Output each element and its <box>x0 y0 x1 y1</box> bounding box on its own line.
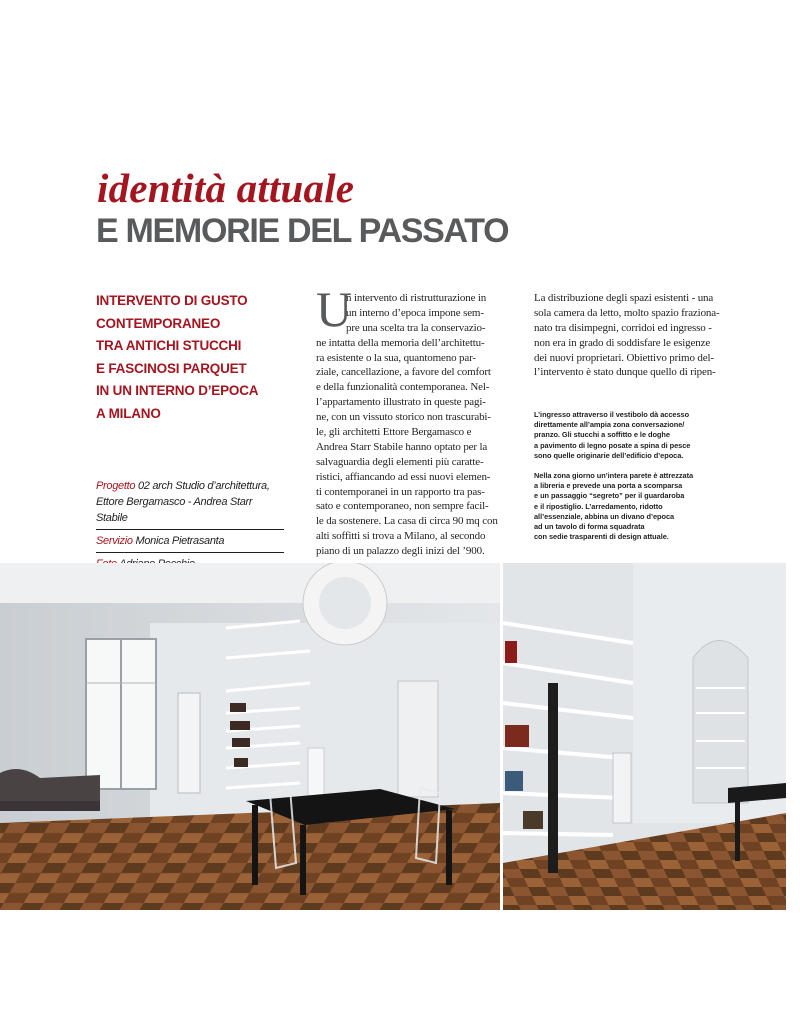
body-line: alti soffitti si trova a Milano, al secondo <box>316 530 486 543</box>
caption-line: Nella zona giorno un’intera parete è attrezzata <box>534 471 694 481</box>
body-line: n intervento di ristrutturazione in <box>346 292 487 304</box>
body-line: sato e contemporaneo, non sempre facil- <box>316 500 489 513</box>
caption-line: ad un tavolo di forma squadrata <box>534 522 645 532</box>
body-line: non era in grado di soddisfare le esigenze <box>534 336 711 349</box>
body-line: le, gli architetti Ettore Bergamasco e <box>316 426 472 439</box>
photo-living-room <box>0 563 500 910</box>
credit-project <box>96 478 284 529</box>
lead-line: CONTEMPORANEO <box>96 315 221 331</box>
body-line: pre una scelta tra la conservazio- <box>346 321 486 334</box>
body-line: sola camera da letto, molto spazio fraziona- <box>534 306 720 319</box>
lead-line: E FASCINOSI PARQUET <box>96 360 247 376</box>
credit-project-label: Progetto <box>96 480 136 492</box>
credit-divider <box>96 552 284 553</box>
caption-line: e un passaggio “segreto” per il guardaroba <box>534 491 685 501</box>
photo-bookcase <box>503 563 786 910</box>
caption-line: sono quelle originarie dell’edificio d’epoca. <box>534 450 684 460</box>
body-line: le da sostenere. La casa di circa 90 mq con <box>316 515 498 528</box>
body-line: La distribuzione degli spazi esistenti - una <box>534 292 714 304</box>
body-column-1 <box>316 291 505 559</box>
body-line: piano di un palazzo degli inizi del ’900. <box>316 545 485 558</box>
body-line: dei nuovi proprietari. Obiettivo primo del- <box>534 351 714 364</box>
bookcase-illustration <box>503 563 786 910</box>
caption-line: a libreria e prevede una porta a scomparsa <box>534 481 683 491</box>
photo-captions <box>534 410 734 542</box>
caption-line: a pavimento di legno posate a spina di pesce <box>534 440 691 450</box>
headline-caps: E MEMORIE DEL PASSATO <box>96 212 509 250</box>
lead-line: INTERVENTO DI GUSTO <box>96 293 248 308</box>
caption-line: L’ingresso attraverso il vestibolo dà accesso <box>534 410 690 419</box>
credit-service-label: Servizio <box>96 535 133 547</box>
living-room-illustration <box>0 563 500 910</box>
body-line: l’intervento è stato dunque quello di ripen- <box>534 366 716 379</box>
body-line: ristici, affiancando ad essi nuovi elemen- <box>316 470 491 483</box>
body-line: ne intatta della memoria dell’architettu- <box>316 336 485 349</box>
lead-paragraph <box>96 290 286 425</box>
lead-line: A MILANO <box>96 405 161 421</box>
headline-italic: identità attuale <box>97 165 355 211</box>
body-line: un interno d’epoca impone sem- <box>346 306 484 319</box>
lead-line: IN UN INTERNO D’EPOCA <box>96 383 259 398</box>
body-line: nato tra disimpegni, corridoi ed ingresso - <box>534 321 712 334</box>
caption-spacer <box>534 461 734 471</box>
caption-line: con sedie trasparenti di design attuale. <box>534 532 669 542</box>
credit-project-value: 02 arch Studio d’architettura, <box>135 480 270 492</box>
caption-entrance <box>534 410 734 461</box>
caption-line: direttamente all’ampia zona conversazione/ <box>534 420 685 430</box>
body-line: ti contemporanei in un rapporto tra pas- <box>316 485 485 498</box>
body-line: Andrea Starr Stabile hanno optato per la <box>316 440 488 453</box>
caption-living <box>534 471 734 542</box>
caption-line: all’essenziale, abbina un divano d’epoca <box>534 511 675 521</box>
body-line: ziale, cancellazione, a favore del comfort <box>316 366 491 379</box>
credit-service <box>96 533 284 552</box>
body-line: l’appartamento illustrato in queste pagi- <box>316 396 486 409</box>
credit-divider <box>96 529 284 530</box>
body-line: ne, con un vissuto storico non trascurabi- <box>316 411 491 424</box>
caption-line: e il ripostiglio. L’arredamento, ridotto <box>534 501 663 511</box>
lead-line: TRA ANTICHI STUCCHI <box>96 338 242 353</box>
body-column-2 <box>534 291 719 380</box>
body-line: salvaguardia degli elementi più caratte- <box>316 455 484 468</box>
drop-cap: U <box>316 281 353 337</box>
body-line: e della funzionalità contemporanea. Nel- <box>316 381 490 394</box>
credit-service-value: Monica Pietrasanta <box>132 535 225 547</box>
caption-line: pranzo. Gli stucchi a soffitto e le doghe <box>534 430 670 440</box>
body-line: ra esistente o la sua, quantomeno par- <box>316 351 476 364</box>
credit-project-value-2: Ettore Bergamasco - Andrea Starr Stabile <box>96 496 253 524</box>
